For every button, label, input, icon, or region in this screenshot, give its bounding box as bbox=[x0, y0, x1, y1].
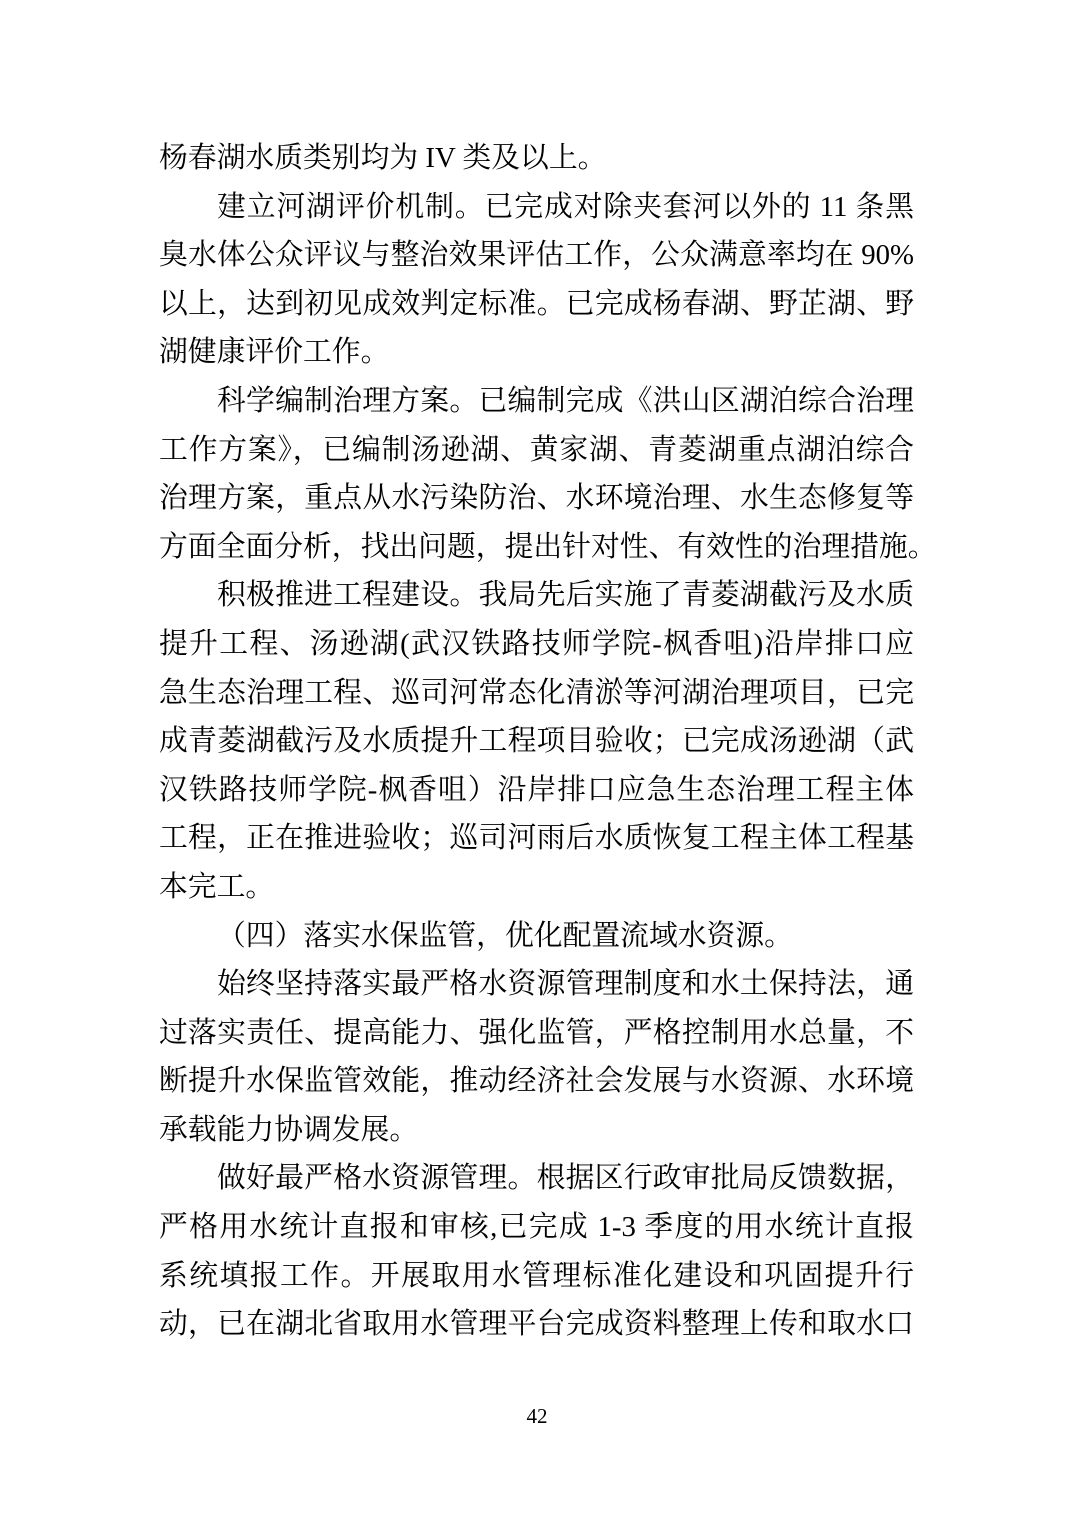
text-line: 做好最严格水资源管理。根据区行政审批局反馈数据， bbox=[217, 1162, 914, 1195]
text-line: 工作方案》，已编制汤逊湖、黄家湖、青菱湖重点湖泊综合 bbox=[159, 433, 914, 466]
text-line: 湖健康评价工作。 bbox=[159, 336, 390, 369]
text-line: 断提升水保监管效能，推动经济社会发展与水资源、水环境 bbox=[159, 1065, 914, 1098]
text-line: 系统填报工作。开展取用水管理标准化建设和巩固提升行 bbox=[159, 1259, 914, 1292]
text-line: 始终坚持落实最严格水资源管理制度和水土保持法，通 bbox=[217, 968, 914, 1001]
text-line: 积极推进工程建设。我局先后实施了青菱湖截污及水质 bbox=[217, 579, 914, 612]
body-text bbox=[159, 134, 937, 1349]
text-line: 科学编制治理方案。已编制完成《洪山区湖泊综合治理 bbox=[217, 384, 914, 417]
text-line: 承载能力协调发展。 bbox=[159, 1113, 419, 1146]
text-line: 工程，正在推进验收；巡司河雨后水质恢复工程主体工程基 bbox=[159, 822, 914, 855]
text-line: 严格用水统计直报和审核,已完成 1-3 季度的用水统计直报 bbox=[159, 1211, 914, 1244]
text-line: 提升工程、汤逊湖(武汉铁路技师学院-枫香咀)沿岸排口应 bbox=[159, 627, 914, 660]
page-number: 42 bbox=[526, 1404, 548, 1428]
text-line: 动，已在湖北省取用水管理平台完成资料整理上传和取水口 bbox=[159, 1308, 914, 1341]
section-heading: （四）落实水保监管，优化配置流域水资源。 bbox=[217, 919, 793, 952]
text-line: 过落实责任、提高能力、强化监管，严格控制用水总量，不 bbox=[159, 1016, 914, 1049]
text-line: 方面全面分析，找出问题，提出针对性、有效性的治理措施。 bbox=[159, 530, 937, 563]
text-line: 成青菱湖截污及水质提升工程项目验收；已完成汤逊湖（武 bbox=[159, 725, 914, 758]
text-line: 急生态治理工程、巡司河常态化清淤等河湖治理项目，已完 bbox=[159, 676, 914, 709]
text-line: 本完工。 bbox=[159, 870, 275, 903]
text-line: 杨春湖水质类别均为 IV 类及以上。 bbox=[159, 142, 607, 174]
text-line: 以上，达到初见成效判定标准。已完成杨春湖、野芷湖、野 bbox=[159, 287, 914, 320]
text-line: 臭水体公众评议与整治效果评估工作，公众满意率均在 90% bbox=[159, 239, 914, 272]
text-line: 建立河湖评价机制。已完成对除夹套河以外的 11 条黑 bbox=[217, 190, 914, 223]
text-line: 治理方案，重点从水污染防治、水环境治理、水生态修复等 bbox=[159, 482, 914, 515]
text-line: 汉铁路技师学院-枫香咀）沿岸排口应急生态治理工程主体 bbox=[159, 773, 914, 806]
